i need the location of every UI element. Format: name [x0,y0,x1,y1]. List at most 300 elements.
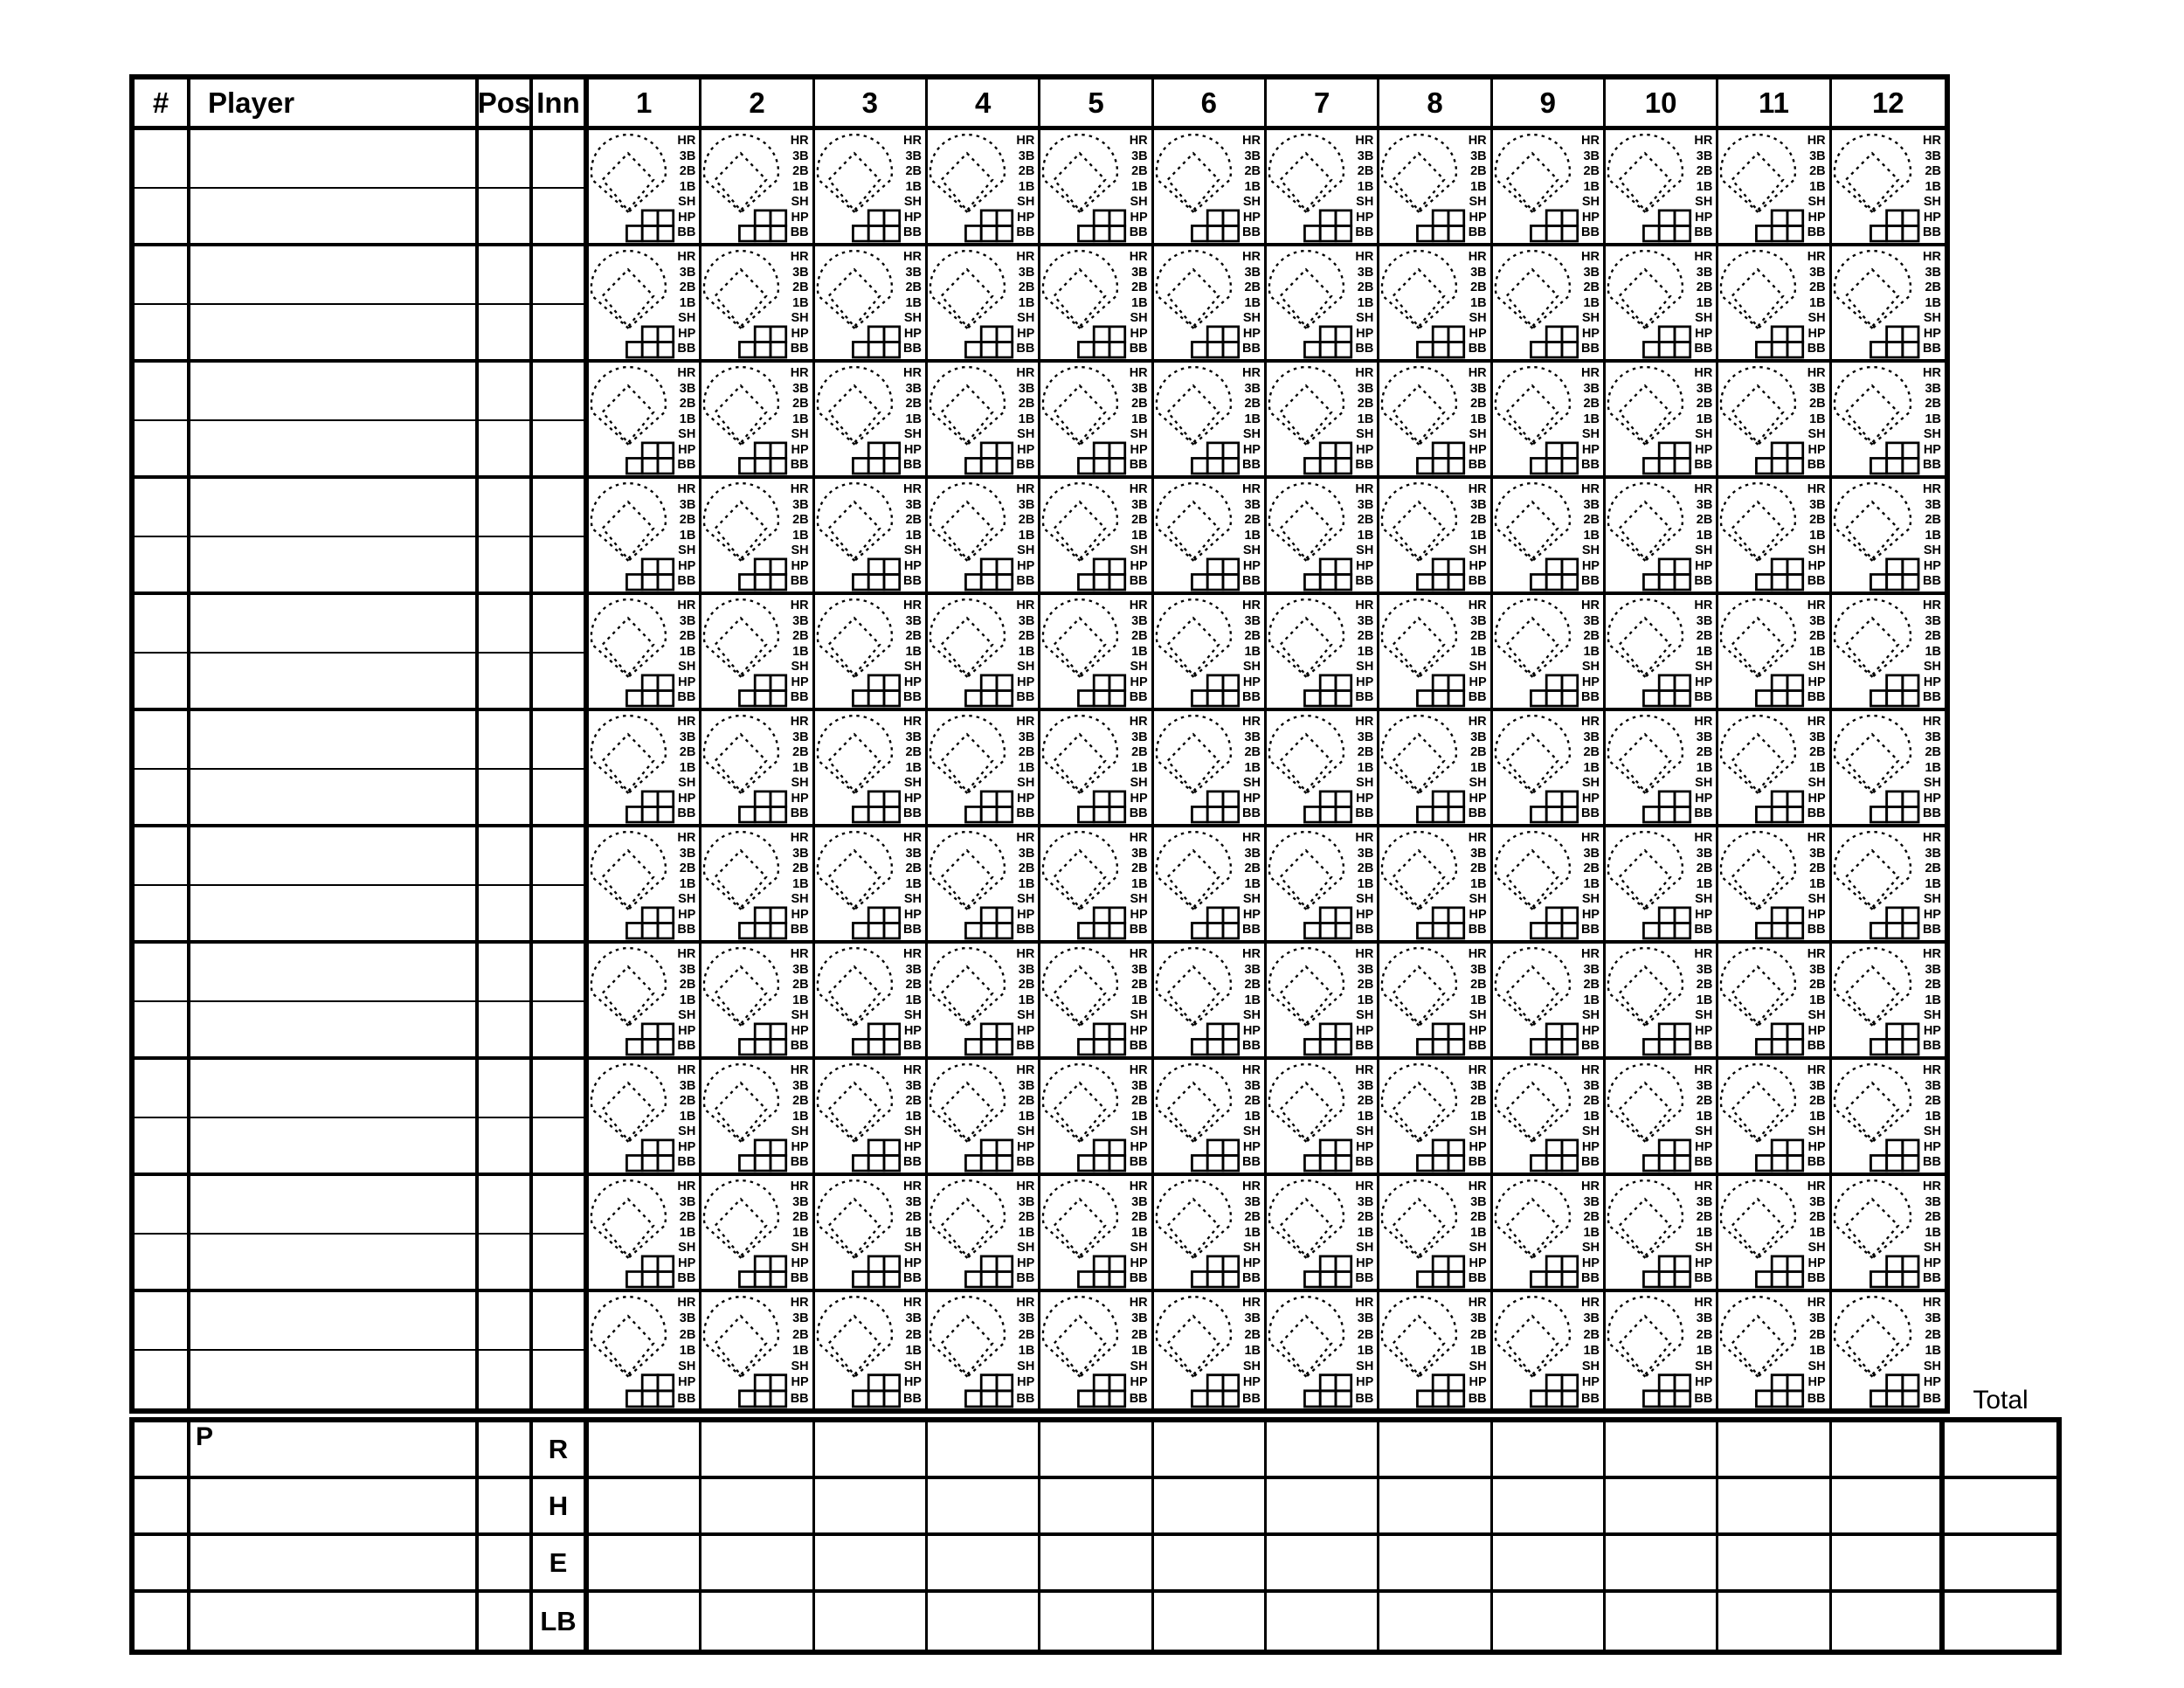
summary-inning-cell[interactable] [1606,1536,1718,1593]
inn-entry-cell[interactable] [533,189,589,247]
player-name-cell[interactable] [190,1235,479,1293]
inn-entry-cell[interactable] [533,1118,589,1177]
scoring-cell[interactable] [1154,363,1267,479]
scoring-cell[interactable] [1379,827,1492,944]
inn-entry-cell[interactable] [533,1351,589,1409]
summary-pos-cell[interactable] [479,1536,533,1593]
player-name-cell[interactable] [190,886,479,944]
inn-entry-cell[interactable] [533,1002,589,1061]
summary-pos-cell[interactable] [479,1593,533,1650]
position-cell[interactable] [479,1235,533,1293]
scoring-cell[interactable] [1154,246,1267,363]
summary-inning-cell[interactable] [1379,1422,1492,1479]
summary-inning-cell[interactable] [1379,1479,1492,1536]
position-cell[interactable] [479,130,533,189]
scoring-cell[interactable] [1718,246,1831,363]
summary-pos-cell[interactable] [479,1422,533,1479]
result-label-hp: HP [1017,210,1035,225]
scoring-cell[interactable] [815,479,928,595]
summary-total-cell[interactable] [1945,1479,2056,1536]
summary-total-cell[interactable] [1945,1536,2056,1593]
summary-inning-cell[interactable] [1154,1479,1267,1536]
summary-inning-cell[interactable] [702,1479,814,1536]
player-number-cell[interactable] [135,189,190,247]
scoring-cell[interactable] [815,944,928,1060]
result-label-sh: SH [1695,776,1713,791]
pitch-count-boxes [740,1024,786,1055]
scoring-cell[interactable] [702,246,814,363]
position-cell[interactable] [479,1060,533,1118]
player-number-cell[interactable] [135,1060,190,1118]
scoring-cell[interactable] [1832,246,1945,363]
position-cell[interactable] [479,1176,533,1235]
summary-inning-cell[interactable] [1832,1536,1945,1593]
summary-number-cell[interactable] [135,1593,190,1650]
player-number-cell[interactable] [135,886,190,944]
scoring-cell[interactable] [928,1176,1040,1292]
position-cell[interactable] [479,1351,533,1409]
summary-total-cell[interactable] [1945,1422,2056,1479]
position-cell[interactable] [479,363,533,421]
scoring-cell[interactable] [589,1176,702,1292]
result-label-bb: BB [1807,1155,1826,1170]
inn-entry-cell[interactable] [533,363,589,421]
player-name-cell[interactable] [190,711,479,770]
scoring-cell[interactable] [815,711,928,827]
summary-inning-cell[interactable] [815,1479,928,1536]
scoring-cell[interactable] [1493,595,1606,711]
summary-number-cell[interactable] [135,1479,190,1536]
scoring-cell[interactable] [1718,1292,1831,1408]
scoring-cell[interactable] [1379,1176,1492,1292]
summary-inning-cell[interactable] [1718,1422,1831,1479]
player-name-cell[interactable] [190,654,479,712]
position-cell[interactable] [479,421,533,480]
scoring-cell[interactable] [1493,363,1606,479]
scoring-cell[interactable] [1832,595,1945,711]
scoring-cell[interactable] [1493,944,1606,1060]
scoring-cell[interactable] [928,363,1040,479]
position-cell[interactable] [479,944,533,1002]
scoring-cell[interactable] [1040,827,1153,944]
player-name-cell[interactable] [190,246,479,305]
scoring-cell[interactable] [1040,130,1153,246]
scoring-cell[interactable] [1040,711,1153,827]
summary-inning-cell[interactable] [1493,1593,1606,1650]
scoring-cell[interactable] [1379,246,1492,363]
pitcher-name-cell[interactable] [190,1422,479,1479]
player-name-cell[interactable] [190,479,479,537]
position-cell[interactable] [479,1002,533,1061]
scoring-cell[interactable] [1606,827,1718,944]
summary-inning-cell[interactable] [1493,1422,1606,1479]
player-number-cell[interactable] [135,246,190,305]
infield-diamond [1620,966,1670,1023]
scoring-cell[interactable] [1718,1176,1831,1292]
scoring-cell[interactable] [1606,479,1718,595]
scoring-cell[interactable] [1606,1060,1718,1176]
scoring-cell[interactable] [1040,1176,1153,1292]
scoring-cell[interactable] [1154,595,1267,711]
summary-inning-cell[interactable] [1154,1593,1267,1650]
scoring-cell[interactable] [1493,711,1606,827]
scoring-cell[interactable] [1718,595,1831,711]
scoring-cell[interactable] [1267,1292,1379,1408]
summary-inning-cell[interactable] [1267,1479,1379,1536]
summary-inning-cell[interactable] [1379,1593,1492,1650]
scoring-cell[interactable] [815,595,928,711]
result-label-sh: SH [1923,543,1941,558]
scoring-cell[interactable] [1606,363,1718,479]
inn-entry-cell[interactable] [533,246,589,305]
scoring-cell[interactable] [1832,944,1945,1060]
scoring-cell[interactable] [1718,479,1831,595]
scoring-cell[interactable] [702,1292,814,1408]
scoring-cell[interactable] [1154,479,1267,595]
player-number-cell[interactable] [135,770,190,828]
player-number-cell[interactable] [135,305,190,363]
scoring-cell[interactable] [928,130,1040,246]
scoring-cell[interactable] [589,1060,702,1176]
scoring-cell[interactable] [1606,246,1718,363]
scoring-cell[interactable] [1154,827,1267,944]
scoring-cell[interactable] [589,711,702,827]
summary-inning-cell[interactable] [1493,1479,1606,1536]
scoring-cell[interactable] [815,1060,928,1176]
player-name-cell[interactable] [190,421,479,480]
scoring-cell[interactable] [928,711,1040,827]
scoring-cell[interactable] [702,711,814,827]
scoring-cell[interactable] [1267,130,1379,246]
summary-inning-cell[interactable] [928,1536,1040,1593]
scoring-cell[interactable] [1267,363,1379,479]
player-name-cell[interactable] [190,1060,479,1118]
inn-entry-cell[interactable] [533,770,589,828]
summary-player-cell[interactable] [190,1593,479,1650]
scoring-cell[interactable] [1154,1176,1267,1292]
scoring-cell[interactable] [1379,1060,1492,1176]
scoring-cell[interactable] [589,827,702,944]
scoring-cell[interactable] [702,595,814,711]
summary-inning-cell[interactable] [702,1422,814,1479]
summary-inning-cell[interactable] [928,1479,1040,1536]
inn-entry-cell[interactable] [533,1235,589,1293]
scoring-cell[interactable] [815,130,928,246]
inn-entry-cell[interactable] [533,654,589,712]
player-number-cell[interactable] [135,1235,190,1293]
scoring-cell[interactable] [928,246,1040,363]
scoring-cell[interactable] [1154,1060,1267,1176]
summary-inning-cell[interactable] [1040,1593,1153,1650]
result-label-2b: 2B [792,629,809,644]
scoring-cell[interactable] [702,479,814,595]
summary-inning-cell[interactable] [815,1536,928,1593]
summary-inning-cell[interactable] [1267,1422,1379,1479]
outfield-fence-arc [1043,251,1117,329]
scoring-cell[interactable] [589,595,702,711]
scoring-cell[interactable] [1718,944,1831,1060]
result-label-1b: 1B [679,412,696,426]
scoring-cell[interactable] [928,1060,1040,1176]
scoring-cell[interactable] [589,1292,702,1408]
scoring-cell[interactable] [589,479,702,595]
scoring-cell[interactable] [928,595,1040,711]
scoring-cell[interactable] [702,130,814,246]
scoring-cell[interactable] [1040,1292,1153,1408]
summary-inning-cell[interactable] [1718,1479,1831,1536]
scoring-cell[interactable] [1832,479,1945,595]
summary-inning-cell[interactable] [1040,1536,1153,1593]
inn-entry-cell[interactable] [533,1060,589,1118]
player-name-cell[interactable] [190,363,479,421]
result-label-bb: BB [1694,806,1713,821]
scoring-cell[interactable] [1267,1060,1379,1176]
inn-entry-cell[interactable] [533,537,589,596]
scoring-cell[interactable] [1718,827,1831,944]
scoring-cell[interactable] [1832,1176,1945,1292]
summary-inning-cell[interactable] [1040,1479,1153,1536]
position-cell[interactable] [479,654,533,712]
scoring-cell[interactable] [1606,1292,1718,1408]
scoring-cell[interactable] [928,944,1040,1060]
inn-entry-cell[interactable] [533,479,589,537]
summary-inning-cell[interactable] [589,1422,702,1479]
scoring-cell[interactable] [1832,363,1945,479]
player-name-cell[interactable] [190,305,479,363]
summary-inning-cell[interactable] [1154,1536,1267,1593]
scoring-cell[interactable] [589,944,702,1060]
scoring-cell[interactable] [815,246,928,363]
player-name-cell[interactable] [190,944,479,1002]
player-name-cell[interactable] [190,1118,479,1177]
player-number-cell[interactable] [135,944,190,1002]
summary-number-cell[interactable] [135,1422,190,1479]
scoring-cell[interactable] [1493,246,1606,363]
scoring-cell[interactable] [589,363,702,479]
player-name-cell[interactable] [190,827,479,886]
scoring-cell[interactable] [1379,595,1492,711]
scoring-cell[interactable] [1718,1060,1831,1176]
player-name-cell[interactable] [190,1002,479,1061]
scoring-cell[interactable] [1040,479,1153,595]
summary-inning-cell[interactable] [1379,1536,1492,1593]
summary-inning-cell[interactable] [815,1422,928,1479]
inn-entry-cell[interactable] [533,130,589,189]
scoring-cell[interactable] [1267,1176,1379,1292]
player-number-cell[interactable] [135,479,190,537]
summary-inning-cell[interactable] [1154,1422,1267,1479]
summary-inning-cell[interactable] [1040,1422,1153,1479]
scoring-cell[interactable] [1040,944,1153,1060]
player-number-cell[interactable] [135,827,190,886]
scoring-cell[interactable] [1267,711,1379,827]
scoring-cell[interactable] [1379,1292,1492,1408]
scoring-cell[interactable] [1832,1060,1945,1176]
summary-inning-cell[interactable] [702,1593,814,1650]
player-name-cell[interactable] [190,130,479,189]
scoring-cell[interactable] [1040,246,1153,363]
scoring-cell[interactable] [1267,595,1379,711]
scoring-cell[interactable] [1040,363,1153,479]
position-cell[interactable] [479,479,533,537]
scoring-cell[interactable] [1493,130,1606,246]
inn-entry-cell[interactable] [533,1292,589,1351]
player-name-cell[interactable] [190,770,479,828]
scoring-cell[interactable] [702,827,814,944]
scoring-cell[interactable] [815,1176,928,1292]
player-number-cell[interactable] [135,130,190,189]
summary-inning-cell[interactable] [1832,1479,1945,1536]
scoring-cell[interactable] [702,1060,814,1176]
position-cell[interactable] [479,711,533,770]
player-number-cell[interactable] [135,1118,190,1177]
position-cell[interactable] [479,595,533,654]
position-cell[interactable] [479,246,533,305]
summary-inning-cell[interactable] [589,1536,702,1593]
summary-inning-cell[interactable] [928,1422,1040,1479]
scoring-cell[interactable] [1154,711,1267,827]
scoring-cell[interactable] [1379,944,1492,1060]
scoring-cell[interactable] [928,479,1040,595]
inn-entry-cell[interactable] [533,886,589,944]
player-name-cell[interactable] [190,189,479,247]
pitch-box [853,806,868,822]
scoring-cell[interactable] [1606,130,1718,246]
scoring-cell[interactable] [815,363,928,479]
player-number-cell[interactable] [135,1292,190,1351]
position-cell[interactable] [479,770,533,828]
summary-pos-cell[interactable] [479,1479,533,1536]
result-label-1b: 1B [905,1109,922,1124]
inn-entry-cell[interactable] [533,305,589,363]
inn-entry-cell[interactable] [533,595,589,654]
position-cell[interactable] [479,827,533,886]
player-number-cell[interactable] [135,421,190,480]
inn-entry-cell[interactable] [533,944,589,1002]
scoring-cell[interactable] [1154,130,1267,246]
summary-player-cell[interactable] [190,1479,479,1536]
scoring-cell[interactable] [1832,711,1945,827]
scoring-cell[interactable] [589,246,702,363]
summary-inning-cell[interactable] [815,1593,928,1650]
scoring-cell[interactable] [1493,827,1606,944]
scoring-cell[interactable] [702,1176,814,1292]
player-number-cell[interactable] [135,654,190,712]
player-number-cell[interactable] [135,1351,190,1409]
position-cell[interactable] [479,305,533,363]
player-number-cell[interactable] [135,711,190,770]
position-cell[interactable] [479,886,533,944]
scoring-cell[interactable] [1832,130,1945,246]
scoring-cell[interactable] [1606,1176,1718,1292]
scoring-cell[interactable] [1267,479,1379,595]
scoring-cell[interactable] [815,827,928,944]
player-name-cell[interactable] [190,1292,479,1351]
summary-inning-cell[interactable] [702,1536,814,1593]
summary-number-cell[interactable] [135,1536,190,1593]
position-cell[interactable] [479,1292,533,1351]
scoring-cell[interactable] [1154,944,1267,1060]
scoring-cell[interactable] [1493,479,1606,595]
player-name-cell[interactable] [190,1176,479,1235]
summary-inning-cell[interactable] [1606,1479,1718,1536]
summary-inning-cell[interactable] [1832,1593,1945,1650]
position-cell[interactable] [479,537,533,596]
scoring-cell[interactable] [1154,1292,1267,1408]
scoring-cell[interactable] [1267,246,1379,363]
position-cell[interactable] [479,1118,533,1177]
scoring-cell[interactable] [1267,944,1379,1060]
scoring-cell[interactable] [1267,827,1379,944]
summary-inning-cell[interactable] [1606,1422,1718,1479]
summary-inning-cell[interactable] [1493,1536,1606,1593]
player-number-cell[interactable] [135,595,190,654]
scoring-cell[interactable] [1606,944,1718,1060]
summary-inning-cell[interactable] [1267,1593,1379,1650]
summary-inning-cell[interactable] [589,1593,702,1650]
summary-inning-cell[interactable] [589,1479,702,1536]
summary-inning-cell[interactable] [1718,1536,1831,1593]
player-name-cell[interactable] [190,1351,479,1409]
scoring-cell[interactable] [589,130,702,246]
scoring-cell[interactable] [928,1292,1040,1408]
player-number-cell[interactable] [135,1176,190,1235]
scoring-cell[interactable] [1379,711,1492,827]
summary-inning-cell[interactable] [1832,1422,1945,1479]
summary-player-cell[interactable] [190,1536,479,1593]
player-number-cell[interactable] [135,363,190,421]
scoring-cell[interactable] [928,827,1040,944]
scoring-cell[interactable] [1379,130,1492,246]
scoring-cell[interactable] [1718,363,1831,479]
player-name-cell[interactable] [190,595,479,654]
scoring-cell[interactable] [1493,1060,1606,1176]
inn-entry-cell[interactable] [533,711,589,770]
scoring-cell[interactable] [1718,711,1831,827]
pitch-count-boxes [1079,792,1125,822]
scoring-cell[interactable] [1379,479,1492,595]
summary-inning-cell[interactable] [928,1593,1040,1650]
scoring-cell[interactable] [1832,827,1945,944]
scoring-cell[interactable] [1606,595,1718,711]
scoring-cell[interactable] [1718,130,1831,246]
inn-entry-cell[interactable] [533,827,589,886]
scoring-cell[interactable] [1606,711,1718,827]
summary-inning-cell[interactable] [1267,1536,1379,1593]
scoring-cell[interactable] [1379,363,1492,479]
inn-entry-cell[interactable] [533,1176,589,1235]
result-labels [1016,599,1034,704]
scoring-cell[interactable] [815,1292,928,1408]
summary-inning-cell[interactable] [1606,1593,1718,1650]
pitch-box [1223,923,1239,938]
inn-entry-cell[interactable] [533,421,589,480]
position-cell[interactable] [479,189,533,247]
summary-inning-cell[interactable] [1718,1593,1831,1650]
outfield-fence-arc [1608,948,1683,1026]
player-number-cell[interactable] [135,537,190,596]
scoring-cell[interactable] [702,944,814,1060]
summary-total-cell[interactable] [1945,1593,2056,1650]
scoring-cell[interactable] [1040,1060,1153,1176]
player-number-cell[interactable] [135,1002,190,1061]
scoring-cell[interactable] [702,363,814,479]
scoring-cell[interactable] [1493,1292,1606,1408]
scoring-cell[interactable] [1040,595,1153,711]
scoring-cell[interactable] [1832,1292,1945,1408]
player-name-cell[interactable] [190,537,479,596]
scoring-cell[interactable] [1493,1176,1606,1292]
